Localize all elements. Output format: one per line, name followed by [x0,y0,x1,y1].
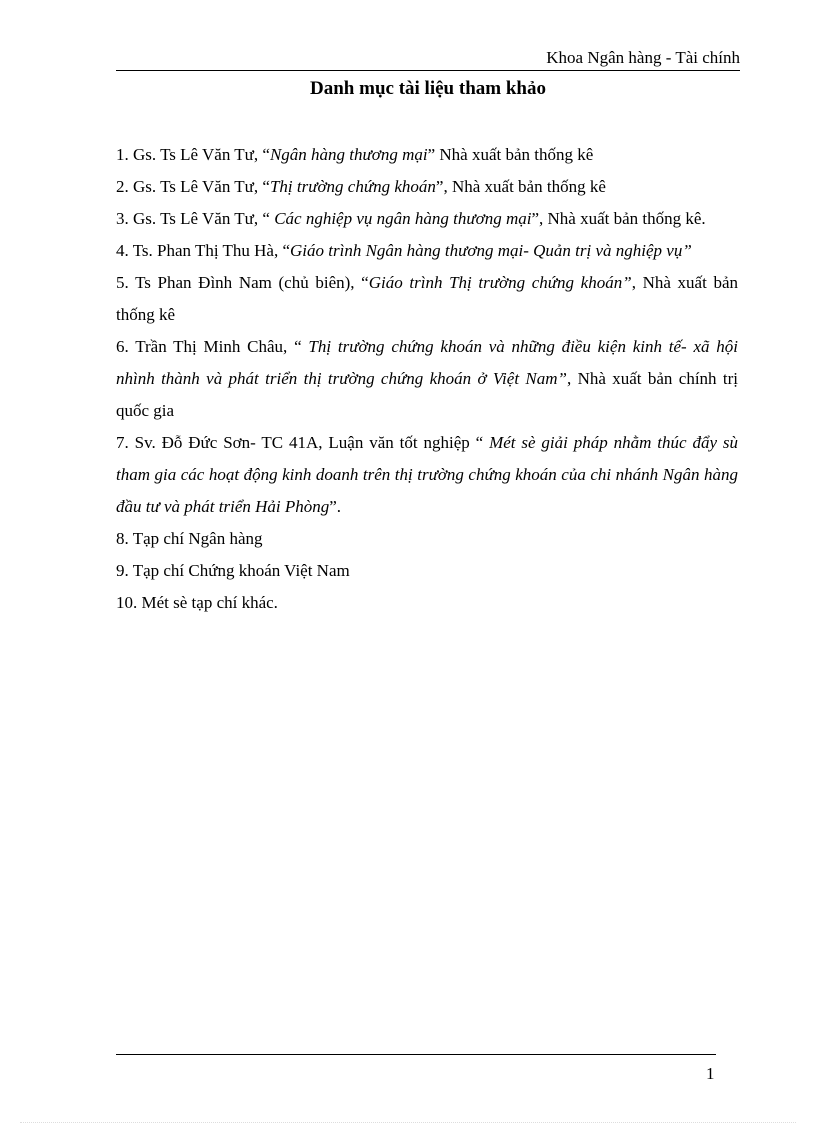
reference-item [116,427,738,523]
reference-text: 1. Gs. Ts Lê Văn Tư, “ [116,145,270,164]
reference-title: Giáo trình Thị trường chứng khoán” [368,273,632,292]
reference-title: Giáo trình Ngân hàng thương mại- Quản trị và nghiệp vụ” [290,241,692,260]
reference-title: Thị trường chứng khoán và những điều kiện kinh tế- xã hội nhình thành và phát triển thị trường chứng khoán ở Việt Nam” [116,337,738,388]
page-header: Khoa Ngân hàng - Tài chính [546,48,740,67]
reference-text: 6. Trần Thị Minh Châu, “ [116,337,309,356]
reference-text: , Nhà xuất bản thống kê [116,273,738,324]
reference-text: 2. Gs. Ts Lê Văn Tư, “ [116,177,270,196]
reference-text: 5. Ts Phan Đình Nam (chủ biên), “ [116,273,369,292]
reference-text: ”. [329,497,342,516]
reference-item [116,171,738,203]
reference-text: 9. Tạp chí Chứng khoán Việt Nam [116,561,350,580]
reference-text: 10. Mét sè tạp chí khác. [116,593,278,612]
reference-text: 3. Gs. Ts Lê Văn Tư, “ [116,209,275,228]
reference-item [116,235,738,267]
reference-text: , Nhà xuất bản chính trị quốc gia [116,369,738,420]
reference-text: ”, Nhà xuất bản thống kê. [531,209,706,228]
reference-text: 4. Ts. Phan Thị Thu Hà, “ [116,241,291,260]
reference-title: Các nghiệp vụ ngân hàng thương mại [274,209,532,228]
reference-item [116,523,738,555]
page-number: 1 [706,1064,715,1083]
reference-text: ” Nhà xuất bản thống kê [427,145,594,164]
reference-item [116,331,738,427]
reference-item [116,267,738,331]
reference-title: Ngân hàng thương mại [269,145,428,164]
reference-list [116,139,738,619]
reference-item [116,203,738,235]
reference-item [116,555,738,587]
reference-item [116,139,738,171]
reference-title: Mét sè giải pháp nhằm thúc đẩy sù tham gia các hoạt động kinh doanh trên thị trường chứng khoán của chi nhánh Ngân hàng đầu tư và phát triển Hải Phòng [116,433,738,516]
reference-text: 8. Tạp chí Ngân hàng [116,529,263,548]
reference-title: Thị trường chứng khoán [269,177,436,196]
reference-item [116,587,738,619]
reference-text: 7. Sv. Đỗ Đức Sơn- TC 41A, Luận văn tốt nghiệp “ [116,433,490,452]
footer-rule [116,1054,716,1055]
page-title: Danh mục tài liệu tham khảo [310,78,546,99]
reference-text: ”, Nhà xuất bản thống kê [435,177,606,196]
header-rule [116,70,740,71]
